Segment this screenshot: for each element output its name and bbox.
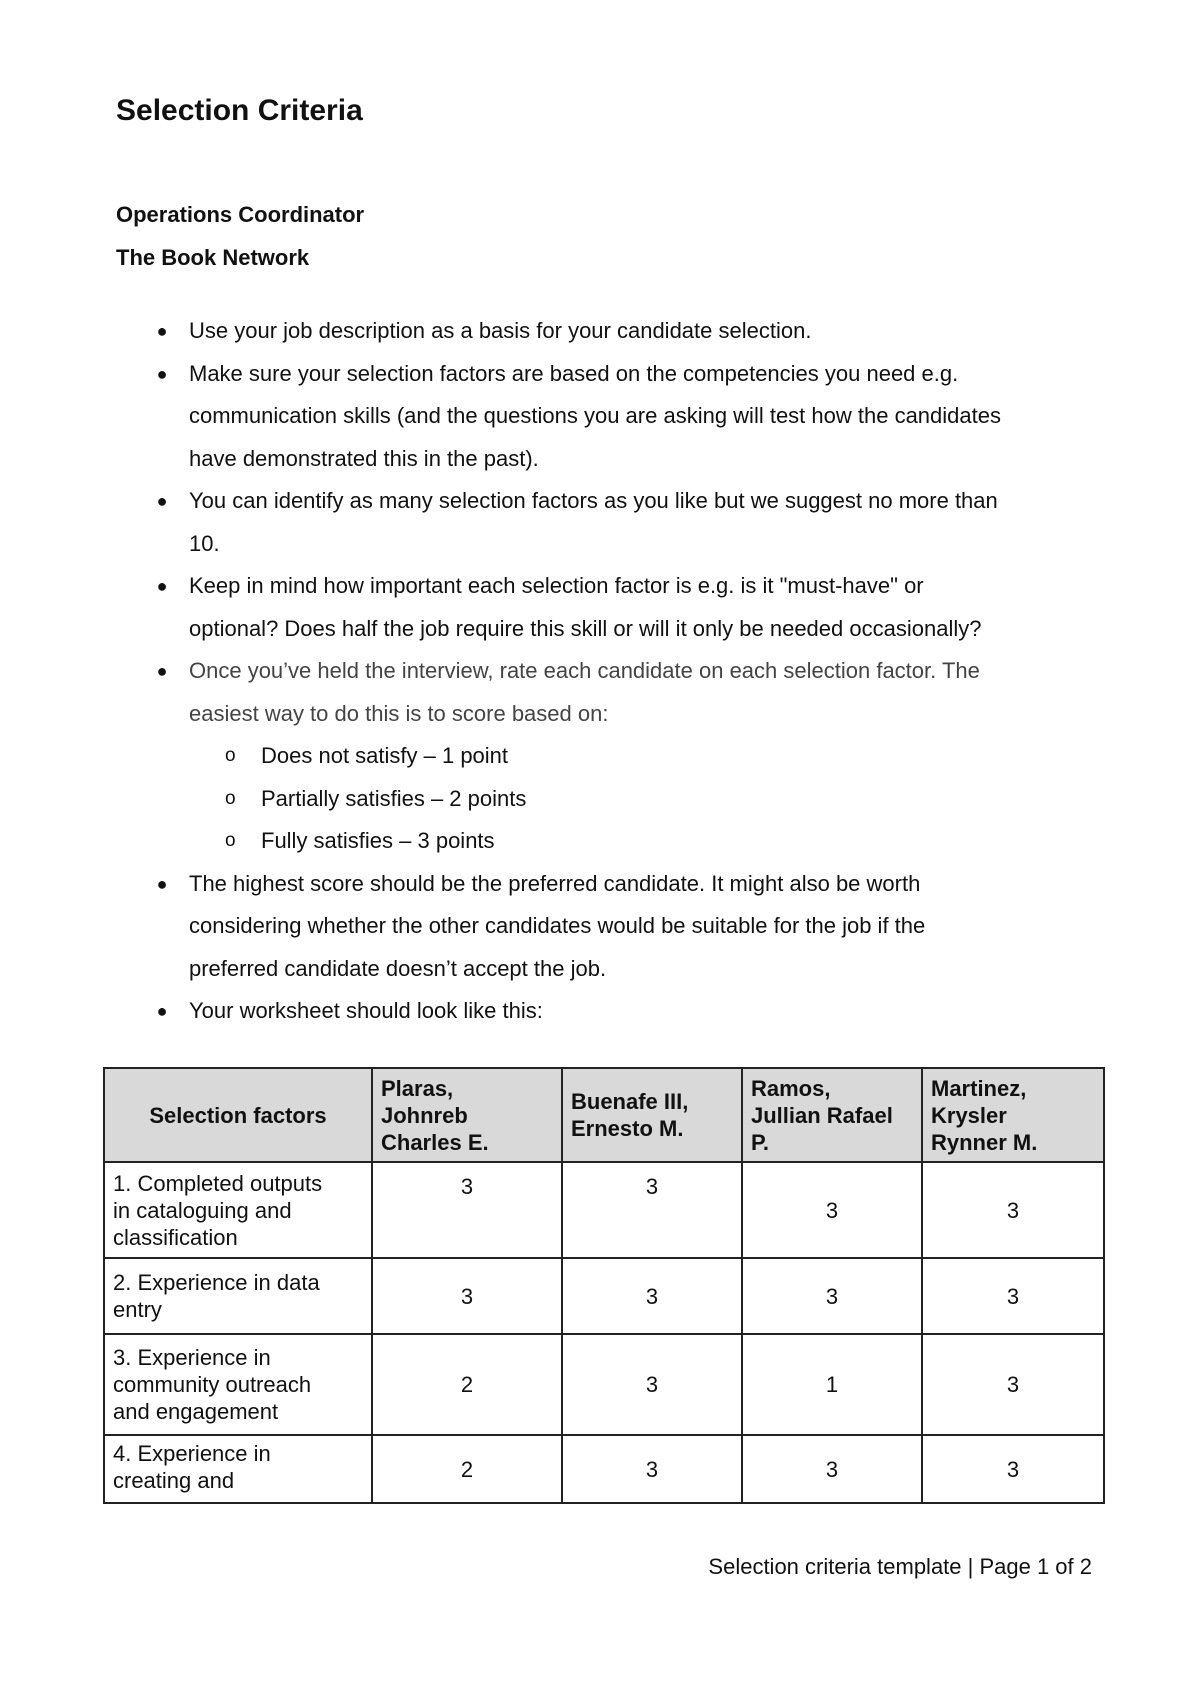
list-item-text: Use your job description as a basis for your candidate selection. <box>189 318 812 343</box>
factor-cell <box>104 1435 372 1503</box>
score-cell: 3 <box>562 1334 742 1435</box>
score-cell: 2 <box>372 1435 562 1503</box>
factor-line: 4. Experience in <box>113 1441 271 1466</box>
list-item-text: 10. <box>189 530 220 556</box>
table-row <box>104 1435 1104 1503</box>
factor-line: 2. Experience in data <box>113 1270 320 1295</box>
table-row <box>104 1258 1104 1334</box>
table-row <box>104 1334 1104 1435</box>
column-header-candidate-3 <box>742 1068 922 1162</box>
list-item-text: optional? Does half the job require this skill or will it only be needed occasionally? <box>189 615 982 641</box>
list-item-text: easiest way to do this is to score based on: <box>189 700 609 726</box>
bullet-icon: ● <box>156 661 168 681</box>
bullet-icon: ● <box>156 1001 168 1021</box>
column-header-line: Ernesto M. <box>571 1116 684 1141</box>
column-header-line: Rynner M. <box>931 1129 1038 1155</box>
list-item <box>116 990 1106 1033</box>
list-item-text: preferred candidate doesn’t accept the job. <box>189 955 607 981</box>
factor-line: community outreach <box>113 1372 312 1397</box>
list-item-text: You can identify as many selection factors as you like but we suggest no more than <box>189 488 998 513</box>
factor-line: classification <box>113 1224 238 1250</box>
column-header-selection-factors <box>104 1068 372 1162</box>
column-header-line: Plaras, <box>381 1075 454 1101</box>
column-header-line: Jullian Rafael <box>751 1102 893 1128</box>
score-cell: 3 <box>372 1162 562 1258</box>
factor-line: and engagement <box>113 1399 279 1424</box>
list-item-text: communication skills (and the questions you are asking will test how the candidates <box>189 403 1001 428</box>
list-item <box>116 863 1106 991</box>
list-item <box>116 353 1106 481</box>
column-header-line: Ramos, <box>751 1075 831 1101</box>
score-cell: 3 <box>562 1435 742 1503</box>
score-cell: 3 <box>742 1162 922 1258</box>
bullet-icon: ● <box>156 576 168 596</box>
bullet-icon: ● <box>156 363 168 384</box>
column-header-line: Martinez, <box>931 1075 1027 1101</box>
table-row <box>104 1162 1104 1258</box>
scoring-item-text: Does not satisfy – 1 point <box>261 743 509 768</box>
column-header-candidate-1 <box>372 1068 562 1162</box>
list-item <box>116 310 1106 353</box>
column-header-line: Johnreb <box>381 1102 468 1128</box>
bullet-icon: ● <box>156 873 168 894</box>
selection-worksheet-table <box>103 1067 1105 1504</box>
score-cell: 3 <box>922 1435 1104 1503</box>
list-item-text: Your worksheet should look like this: <box>189 998 543 1023</box>
factor-line: creating and <box>113 1468 235 1493</box>
score-cell: 3 <box>922 1334 1104 1435</box>
list-item-text: Make sure your selection factors are based on the competencies you need e.g. <box>189 360 959 386</box>
column-header-line: Charles E. <box>381 1129 489 1155</box>
factor-line: entry <box>113 1297 162 1322</box>
score-cell: 3 <box>562 1258 742 1334</box>
bullet-icon: ● <box>156 321 168 341</box>
guidance-list <box>116 310 1106 1033</box>
scoring-item <box>116 820 1106 863</box>
column-header-label: Selection factors <box>149 1102 327 1128</box>
factor-line: 3. Experience in <box>113 1345 271 1370</box>
page-footer: Selection criteria template | Page 1 of 2 <box>708 1554 1092 1579</box>
table-header-row <box>104 1068 1104 1162</box>
role-title: Operations Coordinator <box>116 202 365 227</box>
factor-line: in cataloguing and <box>113 1197 292 1223</box>
list-item-text: considering whether the other candidates would be suitable for the job if the <box>189 913 926 938</box>
list-item-text: Keep in mind how important each selection factor is e.g. is it "must-have" or <box>189 573 924 598</box>
factor-cell <box>104 1334 372 1435</box>
score-cell: 3 <box>742 1435 922 1503</box>
factor-cell <box>104 1258 372 1334</box>
scoring-item <box>116 735 1106 778</box>
page-title: Selection Criteria <box>116 94 363 127</box>
score-cell: 2 <box>372 1334 562 1435</box>
scoring-item-text: Fully satisfies – 3 points <box>261 828 495 853</box>
scoring-item <box>116 778 1106 821</box>
column-header-line: Krysler <box>931 1102 1007 1128</box>
column-header-candidate-4 <box>922 1068 1104 1162</box>
list-item <box>116 650 1106 735</box>
list-item-text: The highest score should be the preferred candidate. It might also be worth <box>189 870 921 896</box>
list-item <box>116 565 1106 650</box>
score-cell: 3 <box>922 1258 1104 1334</box>
scoring-item-text: Partially satisfies – 2 points <box>261 785 527 811</box>
list-item-text: Once you’ve held the interview, rate each candidate on each selection factor. The <box>189 658 980 683</box>
score-cell: 3 <box>372 1258 562 1334</box>
factor-line: 1. Completed outputs <box>113 1170 323 1196</box>
score-cell: 1 <box>742 1334 922 1435</box>
circle-bullet-icon: o <box>225 745 236 766</box>
column-header-candidate-2 <box>562 1068 742 1162</box>
list-item-text: have demonstrated this in the past). <box>189 445 539 471</box>
score-cell: 3 <box>562 1162 742 1258</box>
list-item <box>116 480 1106 565</box>
column-header-line: P. <box>751 1129 769 1155</box>
score-cell: 3 <box>742 1258 922 1334</box>
column-header-line: Buenafe III, <box>571 1089 689 1114</box>
circle-bullet-icon: o <box>225 830 236 851</box>
organization-name: The Book Network <box>116 245 310 270</box>
score-cell: 3 <box>922 1162 1104 1258</box>
circle-bullet-icon: o <box>225 787 236 809</box>
bullet-icon: ● <box>156 491 168 511</box>
factor-cell <box>104 1162 372 1258</box>
